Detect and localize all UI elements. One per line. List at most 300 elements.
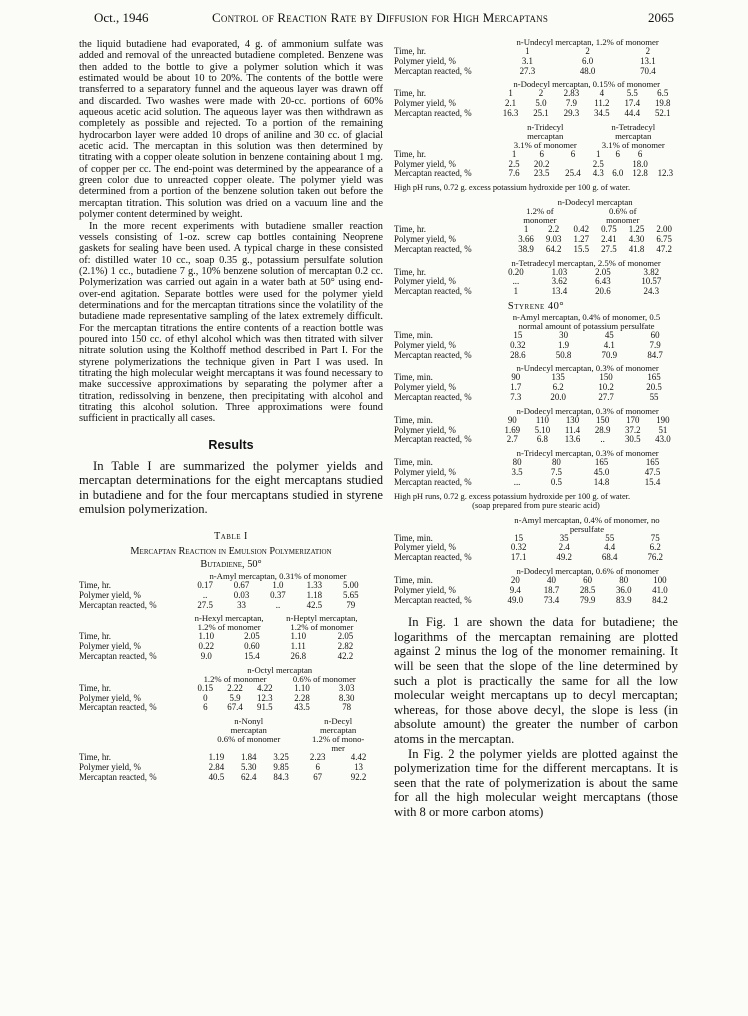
table-cell: 15	[514, 532, 524, 543]
table-cell: 41.0	[652, 584, 668, 595]
table-cell: 6.0	[612, 168, 624, 179]
table-cell: n-Tetradecyl mercaptan, 2.5% of monomer	[511, 257, 661, 268]
table-cell: 165	[594, 457, 609, 468]
table-cell: 20	[510, 574, 520, 585]
table-cell	[79, 614, 184, 623]
table-caption: Mercaptan Reaction in Emulsion Polymerization	[130, 546, 332, 558]
table-cell: 0.15	[197, 682, 214, 693]
table-cell: 29.3	[563, 107, 580, 118]
table-cell: 7.9	[565, 98, 577, 109]
table-row	[79, 601, 369, 611]
table-cell: 0.37	[270, 589, 286, 600]
table-header-row	[394, 141, 678, 150]
row-label: Time, hr.	[79, 631, 111, 642]
table-cell: 25.4	[565, 168, 581, 179]
table-cell: 52.1	[654, 107, 671, 118]
table-cell: mercaptan	[320, 725, 357, 736]
table-cell: 3.1% of monomer	[513, 139, 577, 150]
table-cell	[394, 207, 512, 216]
table-cell	[394, 313, 495, 322]
table-cell: 4.3	[592, 168, 604, 179]
table-cell: 3.62	[551, 276, 568, 287]
table-cell: 6.43	[595, 276, 611, 287]
table-cell: 9.85	[273, 762, 289, 773]
table-cell: 190	[656, 414, 670, 425]
table-cell: 12.3	[657, 168, 674, 179]
table-cell: 2.41	[601, 233, 617, 244]
table-cell: n-Amyl mercaptan, 0.4% of monomer, 0.5	[512, 311, 661, 322]
table-note: High pH runs, 0.72 g. excess potassium hydroxide per 100 g. of water.	[394, 491, 631, 501]
table-cell	[653, 150, 678, 160]
table-cell: 5.9	[229, 692, 241, 703]
body-paragraph: the liquid butadiene had evaporated, 4 g. of ammonium sulfate was added and removal of the unreacted butadiene completed. Benzene was then added to the bottle to give a polymer solution which it was estimated would be about 10 to 20%. The contents of the bottle were transferred to a separatory funnel and the aqueous layer was drawn off and discarded. Two washes were made with 20-cc. portions of 60% aqueous acetic acid solution. The aqueous layer was then withdrawn as completely as possible and rejected. To a portion of the remaining hydrocarbon layer were added 10 drops of aniline and 30 cc. of glacial acetic acid. The mercaptan in this solution was then determined by titrating with a copper oleate solution in benzene containing about 1 mg. of copper per cc. The end-point was determined by the appearance of a green color due to unreacted copper oleate. The polymer yield was determined from a portion of the benzene solution taken out before the mercaptan titration. This solution was dried on a vacuum line and the polymer content determined by weight.	[79, 39, 383, 221]
row-label: Time, min.	[394, 329, 433, 340]
page-header	[94, 10, 674, 28]
table-cell: 27.5	[601, 243, 617, 254]
row-label: Mercaptan reacted, %	[394, 168, 472, 179]
table-row	[394, 287, 678, 297]
table-cell: 6	[570, 148, 576, 159]
table-cell: 7.3	[510, 391, 522, 402]
table-cell: monomer	[606, 215, 640, 226]
body-paragraph: In Table I are summarized the polymer yields and mercaptan determinations for the eight mercaptans studied in butadiene and for the four mercaptans studied in styrene emulsion polymerization.	[79, 458, 383, 517]
table-cell: 73.4	[543, 594, 560, 605]
table-cell: n-Amyl mercaptan, 0.4% of monomer, no	[514, 514, 660, 525]
table-cell: 68.4	[601, 552, 618, 563]
table-cell: 55	[605, 532, 615, 543]
table-cell: 27.3	[519, 65, 536, 76]
table-cell: n-Octyl mercaptan	[247, 664, 313, 675]
table-header-row	[79, 744, 379, 753]
row-label: Time, min.	[394, 574, 433, 585]
table-cell: 11.2	[594, 98, 610, 109]
table-cell: 45.0	[593, 466, 610, 477]
data-table	[394, 123, 678, 179]
table-cell: 25.1	[533, 107, 549, 118]
table-cell: 1.69	[504, 424, 521, 435]
table-cell: 2.28	[294, 692, 310, 703]
table-cell: 2.05	[595, 266, 611, 277]
table-cell: 110	[535, 414, 549, 425]
table-cell: 62.4	[240, 771, 257, 782]
row-label: Mercaptan reacted, %	[394, 107, 472, 118]
table-cell: ..	[600, 434, 605, 445]
row-label: Time, min.	[394, 372, 433, 383]
table-cell: 4.22	[257, 682, 273, 693]
table-cell: n-Hexyl mercaptan,	[194, 613, 264, 624]
table-cell: 3.25	[273, 752, 289, 763]
right-column	[394, 38, 678, 820]
table-cell: 2.4	[558, 542, 570, 553]
table-cell: 2.7	[506, 434, 518, 445]
table-cell: 83.9	[615, 594, 632, 605]
table-cell: 1.19	[208, 752, 225, 763]
table-cell	[79, 666, 190, 675]
table-cell: 2.84	[208, 762, 225, 773]
table-cell: 79.9	[579, 594, 596, 605]
data-table	[394, 38, 678, 76]
header-page-number: 2065	[648, 10, 674, 25]
table-cell: 165	[645, 457, 660, 468]
table-cell: 19.8	[654, 98, 671, 109]
row-label: Mercaptan reacted, %	[79, 702, 157, 713]
table-cell: 45	[604, 329, 614, 340]
table-cell: 0	[203, 692, 208, 703]
table-cell: 15.5	[573, 243, 590, 254]
table-row	[394, 596, 678, 606]
row-label: Polymer yield, %	[394, 233, 456, 244]
row-label: Polymer yield, %	[394, 98, 456, 109]
table-cell: 7.9	[649, 339, 661, 350]
table-cell	[79, 726, 200, 735]
table-header-row	[394, 259, 678, 268]
table-cell: 48.0	[579, 65, 596, 76]
table-note: High pH runs, 0.72 g. excess potassium hydroxide per 100 g. of water.	[394, 183, 631, 193]
table-cell: 3.5	[511, 466, 523, 477]
row-label: Mercaptan reacted, %	[394, 552, 472, 563]
table-header-row	[394, 449, 678, 458]
table-cell: 12.8	[632, 168, 648, 179]
table-cell: 1.18	[306, 589, 323, 600]
row-label: Polymer yield, %	[394, 424, 456, 435]
table-cell: 70.9	[601, 349, 618, 360]
table-cell: n-Tridecyl	[527, 121, 564, 132]
table-cell: 15.4	[244, 651, 260, 662]
table-cell: 42.5	[306, 599, 323, 610]
table-cell: 64.2	[545, 243, 562, 254]
table-cell: 4	[599, 88, 605, 99]
table-cell: 6.8	[536, 434, 548, 445]
row-label: Time, hr.	[394, 224, 426, 235]
table-cell: 1.25	[628, 224, 645, 235]
table-row	[394, 393, 678, 403]
table-cell: 1.33	[306, 580, 323, 591]
table-cell: 55	[649, 391, 659, 402]
row-label: Mercaptan reacted, %	[394, 391, 472, 402]
table-header: n-Amyl mercaptan, 0.31% of monomer	[209, 571, 347, 582]
table-cell: 75	[650, 532, 660, 543]
table-cell: 8.30	[338, 692, 355, 703]
table-cell: 17.4	[624, 98, 640, 109]
row-label: Time, min.	[394, 532, 433, 543]
table-cell: 23.5	[533, 168, 550, 179]
table-cell: 36.0	[615, 584, 632, 595]
table-row	[394, 245, 678, 255]
table-cell: 165	[647, 372, 661, 383]
table-cell: ...	[512, 276, 520, 287]
table-cell: 2.82	[337, 641, 354, 652]
table-cell: 10.2	[598, 382, 614, 393]
row-label: Time, hr.	[394, 148, 426, 159]
table-cell: mercaptan	[527, 130, 564, 141]
table-cell: 0.5	[550, 476, 562, 487]
table-cell: 0.03	[233, 589, 250, 600]
row-label: Mercaptan reacted, %	[79, 651, 157, 662]
table-cell: 6.2	[649, 542, 661, 553]
table-cell: 1.03	[551, 266, 568, 277]
table-cell: 1.0	[272, 580, 284, 591]
row-label: Mercaptan reacted, %	[79, 771, 157, 782]
table-cell: 84.7	[647, 349, 663, 360]
row-label: Polymer yield, %	[79, 692, 141, 703]
table-cell: 2	[538, 88, 544, 99]
table-cell: 5.30	[240, 762, 257, 773]
table-cell: 2.00	[656, 224, 672, 235]
table-cell: n-Decyl	[324, 716, 353, 727]
table-cell: 30	[559, 329, 568, 340]
data-table	[394, 259, 678, 297]
row-label: Mercaptan reacted, %	[394, 286, 472, 297]
table-cell: 28.5	[579, 584, 596, 595]
row-label: Time, hr.	[394, 46, 426, 56]
table-cell: 2.5	[592, 158, 604, 169]
table-cell: 1.2% of	[526, 206, 554, 217]
table-cell: 92.2	[350, 771, 367, 782]
table-cell: normal amount of potassium persulfate	[518, 320, 655, 331]
table-cell: 2.5	[508, 158, 520, 169]
table-cell: 1	[523, 224, 529, 235]
table-cell: 1	[513, 286, 519, 297]
table-cell: 20.0	[550, 391, 566, 402]
table-cell	[394, 132, 502, 141]
table-header-row	[79, 623, 369, 632]
row-label: Mercaptan reacted, %	[394, 476, 472, 487]
table-cell: 13	[354, 762, 363, 773]
table-header-row	[394, 364, 678, 373]
table-cell: 42.2	[337, 651, 354, 662]
table-cell: 2.2	[548, 224, 560, 235]
table-row	[79, 773, 379, 783]
table-cell: 47.5	[644, 466, 661, 477]
table-cell: 150	[599, 372, 613, 383]
table-cell: 1.11	[290, 641, 306, 652]
row-label: Polymer yield, %	[394, 382, 456, 393]
table-cell: 80	[551, 457, 561, 468]
table-cell	[394, 123, 502, 132]
table-cell: 2.05	[244, 631, 260, 642]
table-cell: 50.8	[555, 349, 572, 360]
table-cell: n-Tridecyl mercaptan, 0.3% of monomer	[516, 448, 659, 459]
row-label: Time, hr.	[79, 580, 111, 591]
body-paragraph: In Fig. 2 the polymer yields are plotted against the polymerization time for the different mercaptans. It is seen that the rate of polymerization is about the same for all the high molecular weight mercaptans (those with 8 or more carbon atoms)	[394, 746, 678, 820]
table-cell: 15	[513, 329, 523, 340]
table-cell: 2	[585, 46, 590, 56]
table-cell: 67.4	[227, 702, 243, 713]
table-cell: 135	[551, 372, 565, 383]
table-cell: 84.3	[273, 771, 289, 782]
table-cell: 27.5	[197, 599, 213, 610]
table-row	[394, 435, 678, 445]
data-table	[394, 198, 678, 254]
table-cell: 0.17	[197, 580, 213, 591]
table-cell: 67	[313, 771, 323, 782]
table-cell: n-Tetradecyl	[611, 121, 656, 132]
table-cell: 150	[595, 414, 610, 425]
table-row	[394, 169, 678, 179]
table-cell	[79, 735, 200, 744]
table-cell: 47.2	[656, 243, 672, 254]
table-cell: 0.42	[573, 224, 590, 235]
table-cell: 2.83	[563, 88, 580, 99]
data-table	[394, 516, 678, 563]
table-title: Table I	[214, 531, 248, 543]
table-cell: 1.10	[290, 631, 307, 642]
table-cell: 6	[615, 148, 620, 159]
row-label: Mercaptan reacted, %	[79, 599, 157, 610]
table-cell: 80	[619, 574, 629, 585]
table-cell: 43.5	[294, 702, 310, 713]
table-cell: 15.4	[644, 476, 661, 487]
row-label: Mercaptan reacted, %	[394, 243, 472, 254]
table-cell: monomer	[523, 215, 557, 226]
table-cell: 6	[203, 702, 208, 713]
table-cell: 13.6	[564, 434, 581, 445]
table-header-row	[394, 322, 678, 331]
table-cell: 14.8	[593, 476, 610, 487]
table-cell: 1.84	[240, 752, 257, 763]
table-cell: 16.3	[502, 107, 519, 118]
table-cell: mer	[331, 743, 345, 754]
table-cell: 34.5	[594, 107, 610, 118]
table-cell: 38.9	[518, 243, 534, 254]
table-cell: 18.7	[543, 584, 560, 595]
data-table	[394, 567, 678, 605]
table-cell: 170	[626, 414, 640, 425]
table-cell: 1.2% of monomer	[203, 673, 267, 684]
row-label: Time, min.	[394, 457, 433, 468]
table-cell: 33	[237, 599, 246, 610]
table-cell: 0.20	[508, 266, 524, 277]
table-cell: persulfate	[569, 523, 605, 534]
row-label: Polymer yield, %	[394, 158, 456, 169]
table-row	[394, 553, 678, 563]
table-cell: 9.0	[200, 651, 212, 662]
table-cell: 6.2	[552, 382, 564, 393]
table-cell: 3.66	[518, 233, 534, 244]
table-cell	[79, 717, 200, 726]
header-date: Oct., 1946	[94, 10, 149, 25]
table-cell: 6	[539, 148, 544, 159]
table-row	[394, 67, 678, 77]
table-cell: 5.10	[534, 424, 551, 435]
table-cell: 4.1	[603, 339, 615, 350]
row-label: Mercaptan reacted, %	[394, 349, 472, 360]
table-cell: 49.0	[507, 594, 524, 605]
table-header-row	[79, 675, 369, 684]
table-cell: 51	[658, 424, 668, 435]
table-header-row	[394, 525, 678, 534]
table-cell: 0.32	[510, 542, 527, 553]
table-cell: 17.1	[510, 552, 527, 563]
row-label: Polymer yield, %	[79, 641, 141, 652]
data-table	[79, 666, 369, 713]
table-cell: 44.4	[624, 107, 640, 118]
table-cell: 6.0	[582, 55, 594, 66]
table-cell: 3.1% of monomer	[601, 139, 665, 150]
table-cell	[394, 198, 512, 207]
table-cell: 6.5	[657, 88, 669, 99]
table-cell: 13.1	[640, 55, 656, 66]
table-row	[394, 351, 678, 361]
table-cell: 27.7	[598, 391, 614, 402]
table-cell: n-Dodecyl mercaptan	[557, 197, 633, 208]
data-table	[394, 407, 678, 445]
row-label: Polymer yield, %	[394, 542, 456, 553]
table-cell: 43.0	[655, 434, 671, 445]
table-cell: 1.7	[510, 382, 522, 393]
table-cell: 78	[342, 702, 352, 713]
table-cell: n-Dodecyl mercaptan, 0.15% of monomer	[513, 79, 661, 90]
table-subheading: Styrene 40°	[507, 300, 565, 312]
table-cell: 9.03	[545, 233, 562, 244]
table-cell: 0.67	[233, 580, 250, 591]
table-cell: 28.9	[594, 424, 611, 435]
table-cell: 100	[653, 574, 667, 585]
table-cell: 3.03	[338, 682, 355, 693]
table-cell: n-Nonyl	[234, 716, 264, 727]
data-table	[79, 614, 369, 661]
row-label: Polymer yield, %	[79, 589, 141, 600]
row-label: Time, min.	[394, 414, 433, 425]
table-cell: 70.4	[640, 65, 656, 76]
table-cell: 60	[583, 574, 593, 585]
table-cell: 41.8	[628, 243, 645, 254]
table-cell: 0.6% of	[608, 206, 637, 217]
row-label: Polymer yield, %	[394, 466, 456, 477]
table-cell: 12.3	[257, 692, 273, 703]
table-cell	[394, 516, 496, 525]
row-label: Mercaptan reacted, %	[394, 594, 472, 605]
table-row	[394, 478, 678, 488]
data-table	[394, 80, 678, 118]
table-cell: 5.0	[535, 98, 547, 109]
table-cell: 7.5	[550, 466, 562, 477]
table-cell: 20.5	[646, 382, 662, 393]
table-cell: 24.3	[643, 286, 660, 297]
table-cell: n-Undecyl mercaptan, 0.3% of monomer	[516, 363, 659, 374]
table-cell: 37.2	[624, 424, 641, 435]
table-cell: 28.6	[510, 349, 526, 360]
table-cell: 0.32	[510, 339, 526, 350]
table-cell: 20.6	[595, 286, 611, 297]
table-cell: 2.05	[337, 631, 354, 642]
data-table	[394, 449, 678, 487]
table-cell: 6	[315, 762, 320, 773]
table-cell: 1	[511, 148, 517, 159]
row-label: Polymer yield, %	[394, 55, 456, 66]
table-cell: 49.2	[556, 552, 572, 563]
row-label: Time, hr.	[394, 266, 426, 277]
table-cell: 4.30	[628, 233, 645, 244]
table-cell: 40	[547, 574, 556, 585]
table-header-row	[394, 38, 678, 47]
table-cell: 3.1	[521, 55, 533, 66]
row-label: Time, hr.	[394, 88, 426, 99]
table-cell: 0.60	[244, 641, 260, 652]
table-cell: mercaptan	[230, 725, 267, 736]
table-cell: 1.9	[558, 339, 570, 350]
table-cell: 2.1	[505, 98, 517, 109]
table-cell: 84.2	[652, 594, 668, 605]
data-table	[79, 717, 379, 782]
table-cell: 5.5	[626, 88, 638, 99]
row-label: Polymer yield, %	[394, 584, 456, 595]
table-cell: 6	[637, 148, 643, 159]
table-header-row	[394, 516, 678, 525]
data-table	[394, 364, 678, 402]
table-cell: ...	[513, 476, 521, 487]
table-cell: 1	[596, 148, 601, 159]
